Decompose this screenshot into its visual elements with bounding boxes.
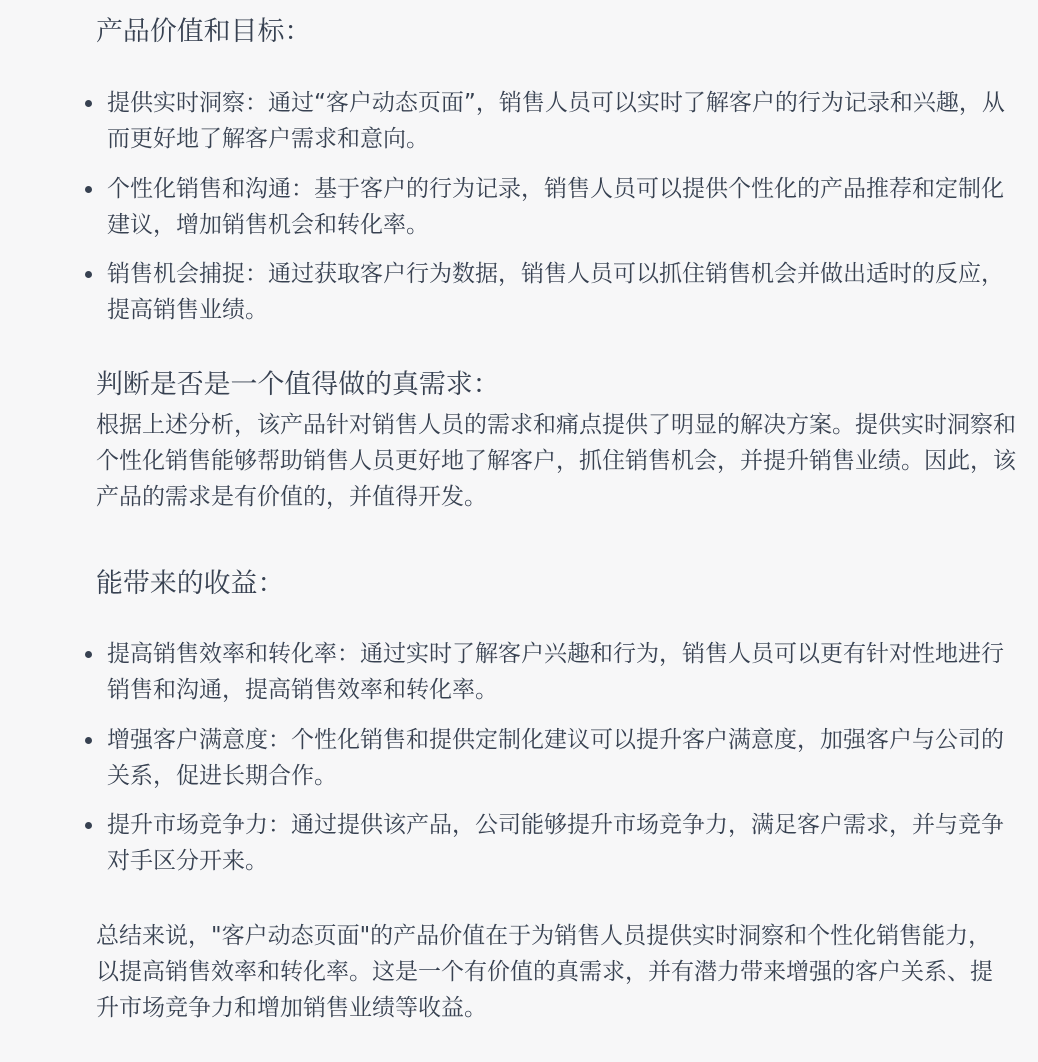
item-title: 提升市场竞争力： [107, 812, 291, 838]
item-body: 通过获取客户行为数据，销售人员可以抓住销售机会并做出适时的反应，提高销售业绩。 [107, 261, 1004, 323]
item-title: 增强客户满意度： [107, 727, 291, 753]
item-body: 个性化销售和提供定制化建议可以提升客户满意度，加强客户与公司的关系，促进长期合作。 [107, 727, 1004, 789]
list-item-text [107, 636, 1022, 708]
list-item-text [107, 722, 1022, 794]
bullet-dot-icon [85, 100, 92, 107]
item-title: 个性化销售和沟通： [107, 176, 314, 202]
benefit-heading: 能带来的收益： [96, 568, 285, 599]
value-heading: 产品价值和目标： [96, 16, 312, 47]
bullet-dot-icon [85, 737, 92, 744]
need-paragraph: 根据上述分析，该产品针对销售人员的需求和痛点提供了明显的解决方案。提供实时洞察和个性化销售能够帮助销售人员更好地了解客户，抓住销售机会，并提升销售业绩。因此，该产品的需求是有价值的，并值得开发。 [96, 412, 1016, 510]
bullet-dot-icon [85, 271, 92, 278]
item-body: 通过提供该产品，公司能够提升市场竞争力，满足客户需求，并与竞争对手区分开来。 [107, 812, 1004, 874]
list-item-text [107, 807, 1022, 879]
list-item-text [107, 171, 1022, 243]
item-title: 提高销售效率和转化率： [107, 641, 360, 667]
bullet-dot-icon [85, 186, 92, 193]
item-title: 销售机会捕捉： [107, 261, 268, 287]
need-heading: 判断是否是一个值得做的真需求： [96, 369, 500, 400]
bullet-dot-icon [85, 651, 92, 658]
summary-paragraph: 总结来说，"客户动态页面"的产品价值在于为销售人员提供实时洞察和个性化销售能力，以提高销售效率和转化率。这是一个有价值的真需求，并有潜力带来增强的客户关系、提升市场竞争力和增加销售业绩等收益。 [96, 923, 993, 1021]
item-body: 通过实时了解客户兴趣和行为，销售人员可以更有针对性地进行销售和沟通，提高销售效率和转化率。 [107, 641, 1004, 703]
item-body: 基于客户的行为记录，销售人员可以提供个性化的产品推荐和定制化建议，增加销售机会和转化率。 [107, 176, 1004, 238]
list-item-text [107, 85, 1022, 157]
item-title: 提供实时洞察： [107, 90, 268, 116]
bullet-dot-icon [85, 822, 92, 829]
list-item-text [107, 256, 1022, 328]
item-body: 通过“客户动态页面”，销售人员可以实时了解客户的行为记录和兴趣，从而更好地了解客户需求和意向。 [107, 90, 1005, 152]
